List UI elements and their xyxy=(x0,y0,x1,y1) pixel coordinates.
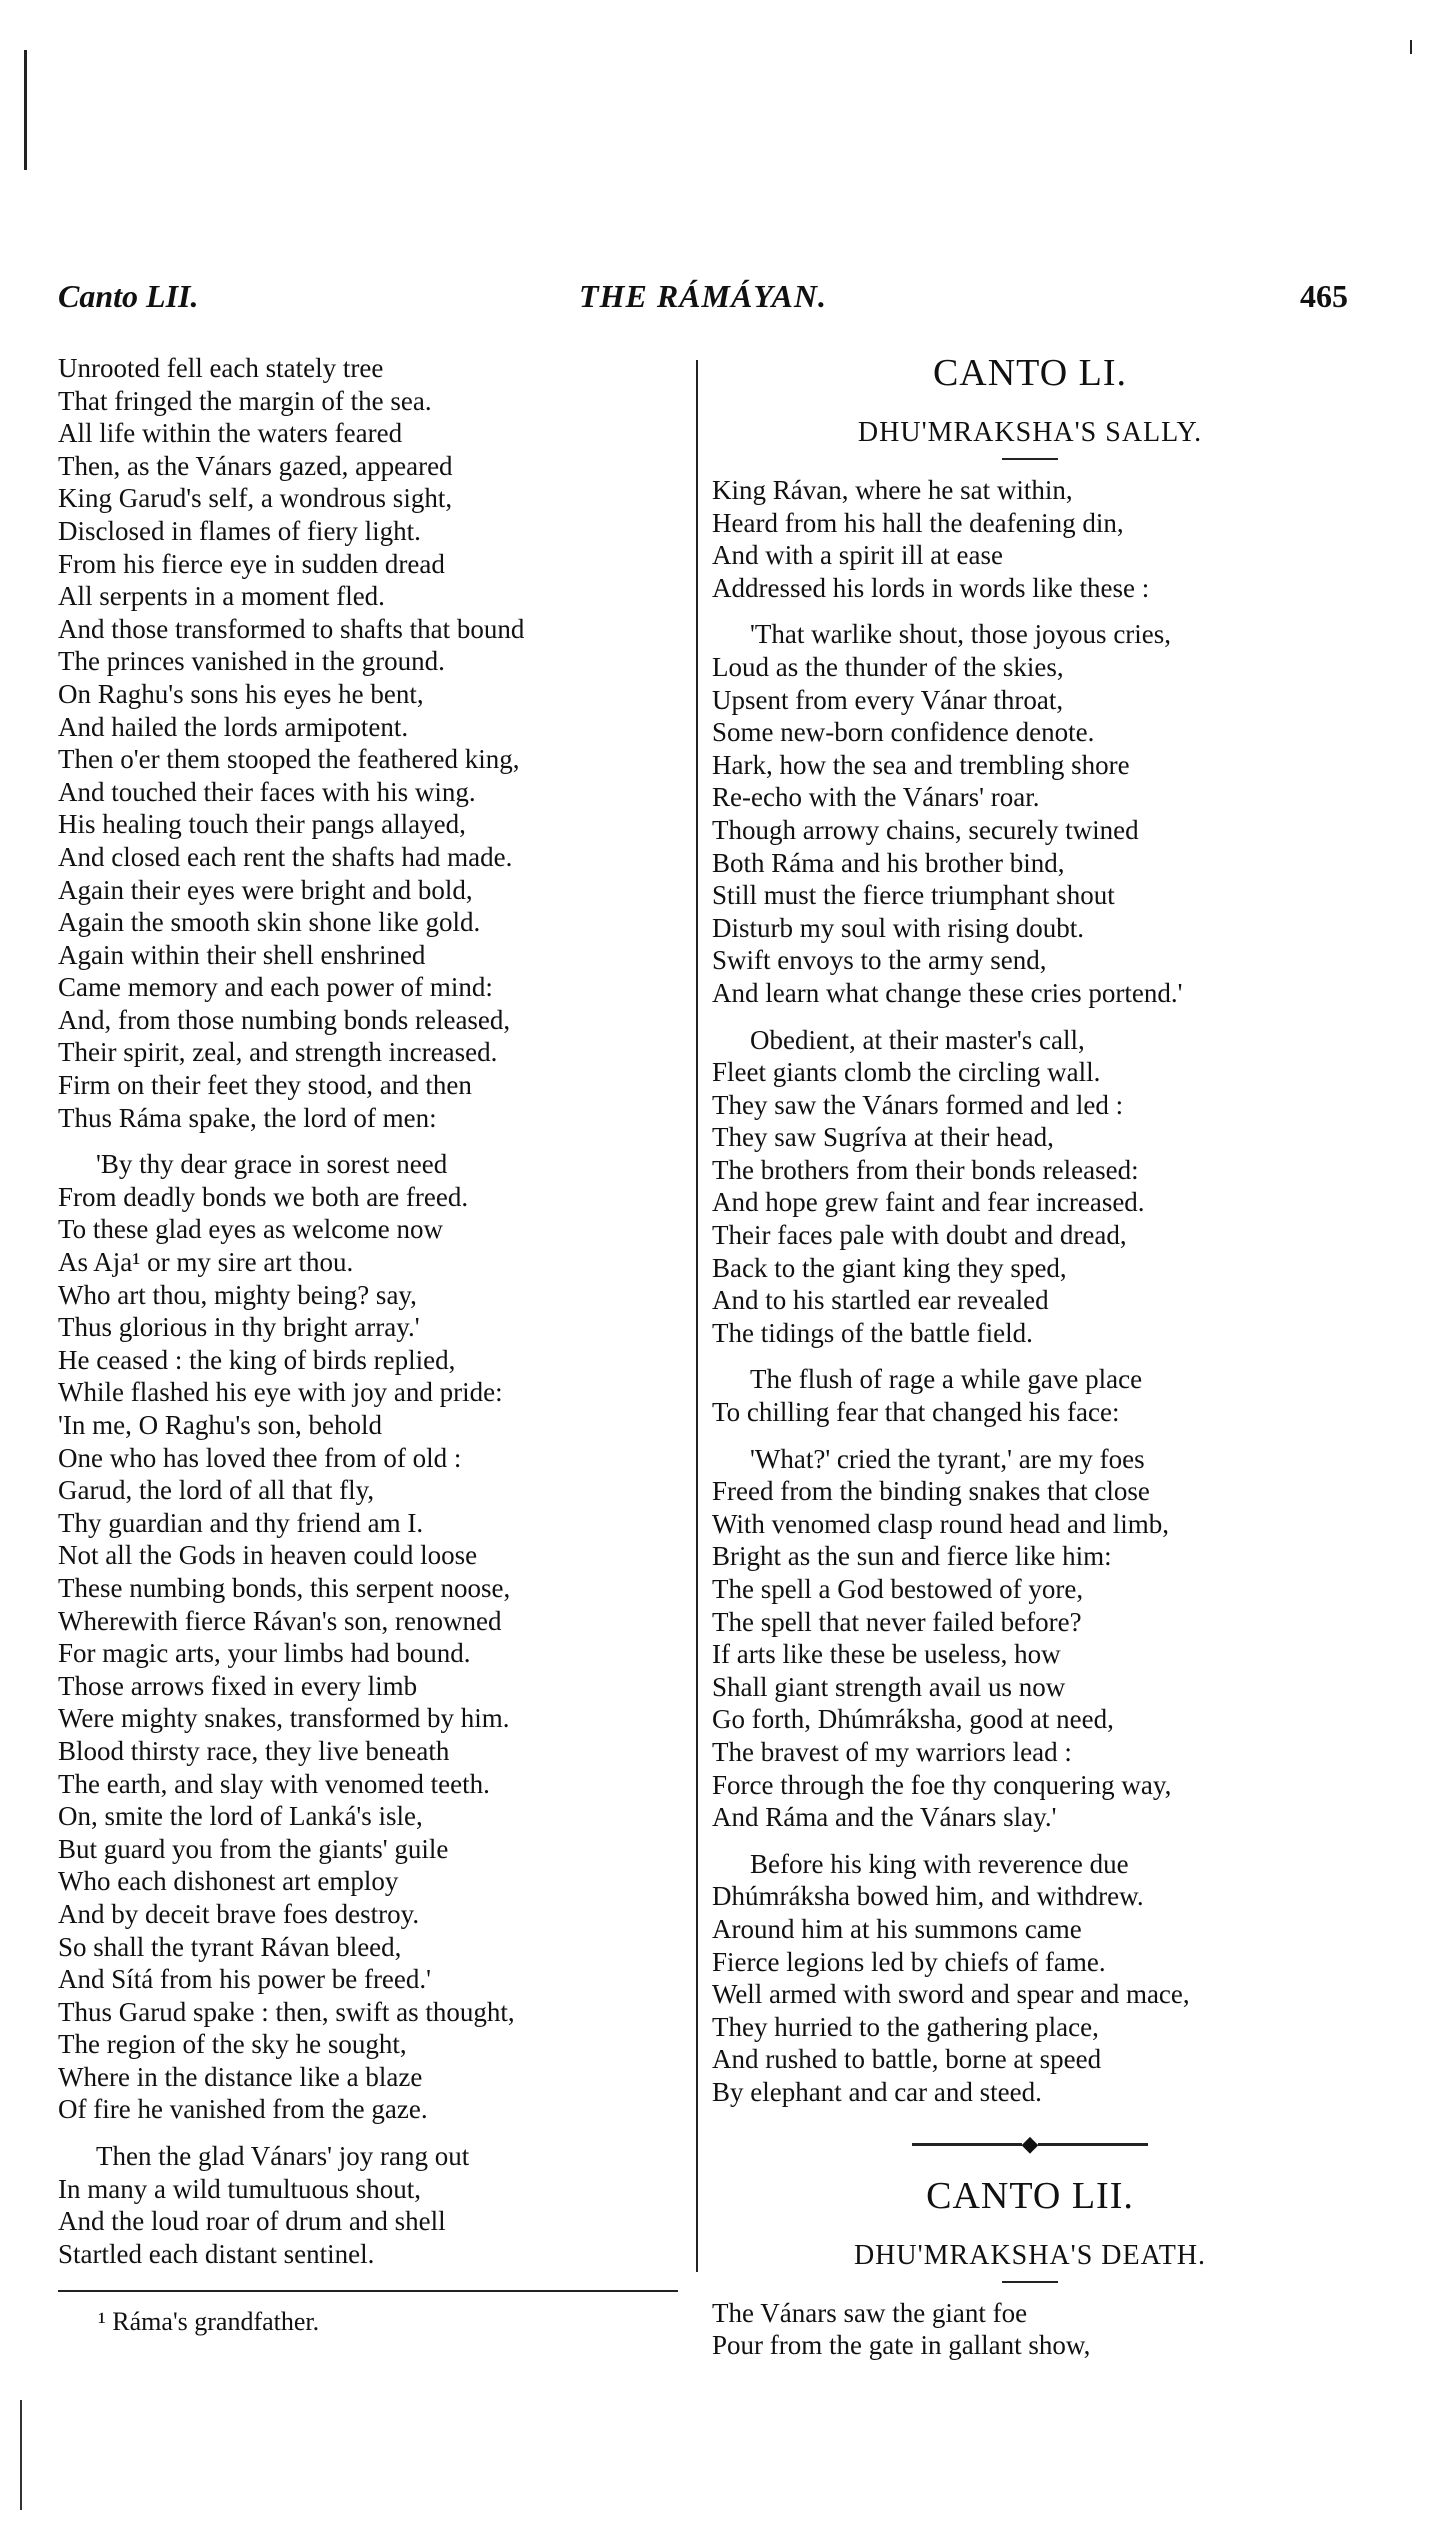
left-column xyxy=(58,352,688,2338)
header-title: THE RÁMÁYAN. xyxy=(579,278,827,314)
verse-line: Re-echo with the Vánars' roar. xyxy=(712,782,1040,813)
verse-line: Startled each distant sentinel. xyxy=(58,2238,375,2269)
verse-line: Thus Ráma spake, the lord of men: xyxy=(58,1102,437,1133)
verse-line: Blood thirsty race, they live beneath xyxy=(58,1735,450,1766)
verse-line: And closed each rent the shafts had made. xyxy=(58,841,513,872)
verse-line: Well armed with sword and spear and mace, xyxy=(712,1979,1190,2010)
verse-line: Their spirit, zeal, and strength increased. xyxy=(58,1037,498,1068)
verse-line: The spell a God bestowed of yore, xyxy=(712,1574,1084,1604)
verse-line: King Rávan, where he sat within, xyxy=(712,475,1073,505)
verse-line: Disclosed in flames of fiery light. xyxy=(58,515,421,546)
verse-line: As Aja¹ or my sire art thou. xyxy=(58,1247,354,1278)
verse-line: The spell that never failed before? xyxy=(712,1606,1082,1637)
verse-line: Both Ráma and his brother bind, xyxy=(712,847,1065,878)
running-header xyxy=(58,278,1348,318)
verse-line: Pour from the gate in gallant show, xyxy=(712,2330,1091,2361)
verse-line: And those transformed to shafts that bound xyxy=(58,613,525,644)
verse-line: Loud as the thunder of the skies, xyxy=(712,651,1064,682)
stanza-gap xyxy=(712,1349,1348,1363)
verse-line: The brothers from their bonds released: xyxy=(712,1154,1139,1185)
verse-line: The flush of rage a while gave place xyxy=(750,1364,1143,1395)
verse-line: And the loud roar of drum and shell xyxy=(58,2206,446,2237)
section-ornament: ◆ xyxy=(712,2135,1348,2155)
verse-line: 'In me, O Raghu's son, behold xyxy=(58,1410,382,1440)
verse-line: To chilling fear that changed his face: xyxy=(712,1397,1120,1428)
verse-line: From deadly bonds we both are freed. xyxy=(58,1181,469,1212)
verse-line: Not all the Gods in heaven could loose xyxy=(58,1540,478,1571)
verse-line: On, smite the lord of Lanká's isle, xyxy=(58,1801,423,1832)
canto-52-subtitle: DHU'MRAKSHA'S DEATH. xyxy=(853,2239,1207,2271)
verse-line: Their faces pale with doubt and dread, xyxy=(712,1220,1127,1251)
verse-line: Some new-born confidence denote. xyxy=(712,717,1095,748)
verse-line: Again their eyes were bright and bold, xyxy=(58,874,473,905)
verse-line: Then the glad Vánars' joy rang out xyxy=(96,2141,470,2172)
verse-line: They saw Sugríva at their head, xyxy=(712,1122,1054,1153)
verse-line: Then o'er them stooped the feathered king, xyxy=(58,744,520,775)
verse-line: And hailed the lords armipotent. xyxy=(58,711,409,742)
subtitle-rule xyxy=(1002,458,1058,460)
footnote-rule xyxy=(58,2290,678,2292)
verse-line: The earth, and slay with venomed teeth. xyxy=(58,1768,490,1799)
verse-line: If arts like these be useless, how xyxy=(712,1639,1061,1670)
verse-line: With venomed clasp round head and limb, xyxy=(712,1508,1170,1539)
stanza-gap xyxy=(58,1134,688,1148)
verse-line: And with a spirit ill at ease xyxy=(712,540,1003,571)
verse-line: Who each dishonest art employ xyxy=(58,1866,399,1897)
verse-line: The bravest of my warriors lead : xyxy=(712,1736,1072,1767)
verse-line: While flashed his eye with joy and pride: xyxy=(58,1377,503,1408)
verse-line: Go forth, Dhúmráksha, good at need, xyxy=(712,1704,1114,1735)
verse-line: So shall the tyrant Rávan bleed, xyxy=(58,1931,402,1962)
verse-line: 'By thy dear grace in sorest need xyxy=(96,1149,448,1180)
verse-line: 'That warlike shout, those joyous cries, xyxy=(750,619,1172,650)
canto-51-title: CANTO LI. xyxy=(932,352,1128,394)
stanza-gap xyxy=(58,2126,688,2140)
verse-line: And hope grew faint and fear increased. xyxy=(712,1187,1145,1218)
verse-line: Wherewith fierce Rávan's son, renowned xyxy=(58,1605,502,1636)
verse-line: King Garud's self, a wondrous sight, xyxy=(58,483,453,514)
verse-line: The tidings of the battle field. xyxy=(712,1317,1033,1348)
margin-mark-right xyxy=(1410,40,1412,54)
verse-line: 'What?' cried the tyrant,' are my foes xyxy=(750,1443,1145,1474)
subtitle-rule xyxy=(1002,2281,1058,2283)
verse-line: They hurried to the gathering place, xyxy=(712,2011,1099,2042)
verse-line: These numbing bonds, this serpent noose, xyxy=(58,1572,511,1603)
verse-line: And Ráma and the Vánars slay.' xyxy=(712,1802,1057,1833)
verse-line: Of fire he vanished from the gaze. xyxy=(58,2094,428,2125)
verse-line: Obedient, at their master's call, xyxy=(750,1024,1085,1055)
verse-line: Who art thou, mighty being? say, xyxy=(58,1279,417,1310)
verse-line: The Vánars saw the giant foe xyxy=(712,2297,1028,2328)
verse-line: Addressed his lords in words like these : xyxy=(712,572,1150,603)
verse-line: In many a wild tumultuous shout, xyxy=(58,2173,421,2204)
verse-line: Heard from his hall the deafening din, xyxy=(712,507,1124,538)
verse-line: By elephant and car and steed. xyxy=(712,2076,1042,2107)
verse-line: That fringed the margin of the sea. xyxy=(58,385,432,416)
verse-line: Dhúmráksha bowed him, and withdrew. xyxy=(712,1881,1144,1912)
header-canto: Canto LII. xyxy=(58,278,199,314)
verse-line: And Sítá from his power be freed.' xyxy=(58,1964,432,1995)
verse-line: Freed from the binding snakes that close xyxy=(712,1476,1150,1507)
verse-line: The region of the sky he sought, xyxy=(58,2029,407,2060)
verse-line: Fierce legions led by chiefs of fame. xyxy=(712,1946,1106,1977)
verse-line: The princes vanished in the ground. xyxy=(58,646,445,677)
verse-line: Garud, the lord of all that fly, xyxy=(58,1475,375,1506)
stanza-gap xyxy=(712,604,1348,618)
verse-line: From his fierce eye in sudden dread xyxy=(58,548,445,579)
verse-line: Still must the fierce triumphant shout xyxy=(712,880,1115,911)
verse-line: And touched their faces with his wing. xyxy=(58,776,476,807)
verse-line: Where in the distance like a blaze xyxy=(58,2061,423,2092)
verse-line: Before his king with reverence due xyxy=(750,1848,1129,1879)
verse-line: Came memory and each power of mind: xyxy=(58,972,493,1003)
stanza-gap xyxy=(712,1429,1348,1443)
verse-line: Unrooted fell each stately tree xyxy=(58,353,384,383)
verse-line: Back to the giant king they sped, xyxy=(712,1252,1067,1283)
verse-line: And by deceit brave foes destroy. xyxy=(58,1898,420,1929)
verse-line: Firm on their feet they stood, and then xyxy=(58,1070,472,1101)
column-divider xyxy=(696,360,698,2272)
verse-line: Hark, how the sea and trembling shore xyxy=(712,749,1130,780)
verse-line: Disturb my soul with rising doubt. xyxy=(712,912,1085,943)
page-edge-mark xyxy=(20,2400,22,2510)
stanza-gap xyxy=(712,1010,1348,1024)
verse-line: Again the smooth skin shone like gold. xyxy=(58,907,481,938)
verse-line: Swift envoys to the army send, xyxy=(712,945,1047,976)
verse-line: Thus glorious in thy bright array.' xyxy=(58,1312,420,1343)
verse-line: On Raghu's sons his eyes he bent, xyxy=(58,678,424,709)
canto-52-title: CANTO LII. xyxy=(926,2174,1134,2217)
right-column xyxy=(712,352,1348,2362)
margin-mark xyxy=(24,50,27,170)
verse-line: To these glad eyes as welcome now xyxy=(58,1214,443,1245)
stanza-gap xyxy=(712,1834,1348,1848)
verse-line: Though arrowy chains, securely twined xyxy=(712,814,1139,845)
verse-line: Fleet giants clomb the circling wall. xyxy=(712,1057,1101,1088)
verse-line: Thy guardian and thy friend am I. xyxy=(58,1507,424,1538)
verse-line: But guard you from the giants' guile xyxy=(58,1833,449,1864)
verse-line: Thus Garud spake : then, swift as thought, xyxy=(58,1996,515,2027)
verse-line: All serpents in a moment fled. xyxy=(58,581,385,612)
verse-line: Shall giant strength avail us now xyxy=(712,1671,1066,1702)
verse-line: And, from those numbing bonds released, xyxy=(58,1004,511,1035)
canto-51-verses xyxy=(712,474,1348,2109)
verse-line: And to his startled ear revealed xyxy=(712,1285,1049,1316)
verse-line: He ceased : the king of birds replied, xyxy=(58,1344,456,1375)
left-verses xyxy=(58,352,688,2270)
verse-line: Around him at his summons came xyxy=(712,1913,1082,1944)
verse-line: And learn what change these cries portend.' xyxy=(712,977,1183,1008)
canto-51-subtitle: DHU'MRAKSHA'S SALLY. xyxy=(857,417,1203,448)
verse-line: His healing touch their pangs allayed, xyxy=(58,809,466,840)
verse-line: One who has loved thee from of old : xyxy=(58,1442,462,1473)
canto-52-verses xyxy=(712,2297,1348,2362)
verse-line: Those arrows fixed in every limb xyxy=(58,1670,418,1701)
verse-line: Force through the foe thy conquering way, xyxy=(712,1769,1172,1800)
page-number: 465 xyxy=(1300,278,1348,314)
verse-line: For magic arts, your limbs had bound. xyxy=(58,1638,471,1669)
verse-line: They saw the Vánars formed and led : xyxy=(712,1089,1124,1120)
verse-line: All life within the waters feared xyxy=(58,418,403,449)
verse-line: Then, as the Vánars gazed, appeared xyxy=(58,450,453,481)
verse-line: Upsent from every Vánar throat, xyxy=(712,684,1064,715)
verse-line: And rushed to battle, borne at speed xyxy=(712,2044,1102,2075)
verse-line: Again within their shell enshrined xyxy=(58,939,426,970)
footnote: ¹ Ráma's grandfather. xyxy=(98,2307,320,2337)
verse-line: Were mighty snakes, transformed by him. xyxy=(58,1703,510,1734)
verse-line: Bright as the sun and fierce like him: xyxy=(712,1541,1112,1572)
